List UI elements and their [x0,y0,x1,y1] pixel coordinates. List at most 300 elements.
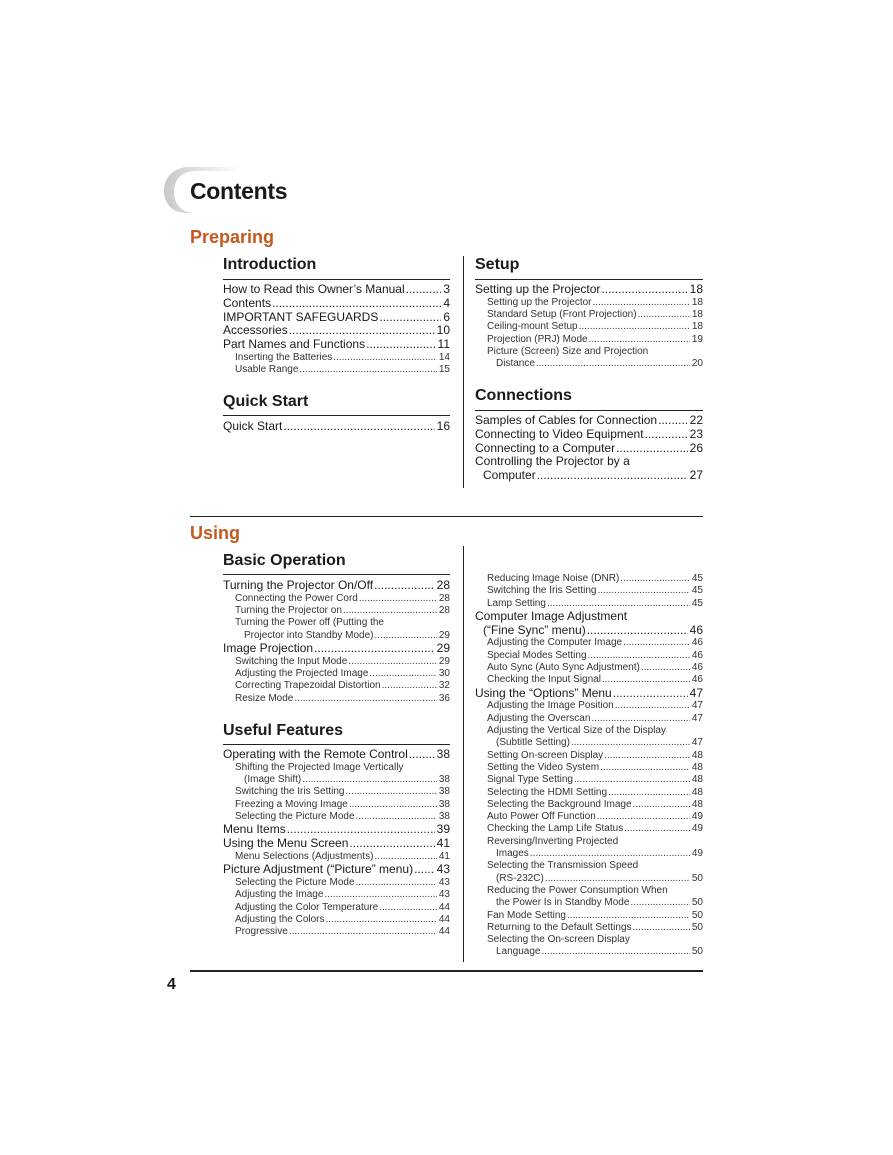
toc-entry [223,774,450,786]
toc-entry-page: 47 [691,712,703,724]
toc-entry-page: 41 [436,836,450,851]
toc-entry [223,617,450,629]
section-rule [475,279,703,280]
toc-entry-page: 45 [691,585,703,597]
section-title-basic-operation: Basic Operation [223,552,346,569]
toc-entry [223,762,450,774]
toc-entry-page: 50 [691,897,703,909]
toc-leader-dots [645,428,688,442]
toc-entry-text: Distance [496,358,535,370]
toc-entry-text: Menu Selections (Adjustments) [235,850,374,862]
toc-entry-text: Selecting the Transmission Speed [487,860,639,872]
toc-entry [223,642,450,656]
toc-entry-page: 47 [691,700,703,712]
toc-entry [223,889,450,901]
section-title-setup: Setup [475,256,520,273]
toc-leader-dots [343,605,437,617]
toc-entry-text: Turning the Projector on [235,605,342,617]
toc-entry [223,579,450,593]
toc-entry [223,668,450,680]
toc-leader-dots [379,311,441,325]
toc-leader-dots [382,680,437,692]
toc-entry [223,338,450,352]
toc-entry-text: Special Modes Setting [487,649,587,661]
toc-entry-page: 29 [436,640,450,655]
toc-leader-dots [349,799,437,811]
toc-leader-dots [641,662,690,674]
toc-entry-text: Turning the Power off (Putting the [235,617,384,629]
toc-entry [475,455,703,469]
toc-entry-text: Signal Type Setting [487,774,573,786]
toc-entry-text: Menu Items [223,822,286,837]
toc-entry-page: 43 [436,862,450,877]
toc-leader-dots [624,823,690,835]
toc-entry-page: 45 [691,597,703,609]
toc-leader-dots [545,873,690,885]
toc-entry-text: Operating with the Remote Control [223,747,408,761]
part-title-preparing: Preparing [190,227,275,247]
toc-leader-dots [589,334,690,346]
toc-entry [223,593,450,605]
toc-leader-dots [638,309,690,321]
toc-entry-text: Part Names and Functions [223,337,366,352]
toc-entry-text: Adjusting the Projected Image [235,668,369,680]
toc-entry-text: Picture (Screen) Size and Projection [487,345,649,357]
section-title-useful-features: Useful Features [223,722,344,739]
toc-entry-page: 46 [691,674,703,686]
toc-entry-page: 46 [689,622,703,637]
section-title-connections: Connections [475,387,572,404]
toc-entry-page: 18 [691,321,703,333]
toc-entry [475,309,703,321]
toc-leader-dots [379,902,437,914]
toc-entry-text: Samples of Cables for Connection [475,413,658,427]
toc-entry-text: Adjusting the Overscan [487,712,591,724]
toc-leader-dots [633,799,690,811]
toc-entry [475,713,703,725]
toc-entry-text: Setting up the Projector [475,282,601,296]
toc-entry-page: 38 [438,798,450,810]
toc-entry-text: Lamp Setting [487,597,546,609]
toc-entry-text: Checking the Lamp Life Status [487,823,624,835]
toc-entry-text: Freezing a Moving Image [235,798,348,810]
toc-entry-text: Selecting the Background Image [487,798,632,810]
toc-leader-dots [359,593,437,605]
toc-entry-page: 45 [691,573,703,584]
toc-leader-dots [369,668,436,680]
toc-entry-page: 38 [438,810,450,822]
toc-entry-text: Switching the Input Mode [235,655,348,667]
column-divider [463,256,464,488]
toc-leader-dots [409,748,435,762]
toc-entry-text: Returning to the Default Settings [487,921,632,933]
section-rule [223,744,450,745]
toc-entry-page: 46 [691,662,703,674]
toc-entry-text: Contents [223,295,272,310]
toc-entry-page: 41 [438,850,450,862]
toc-entry [475,910,703,922]
toc-entry-page: 43 [438,889,450,901]
toc-entry [475,750,703,762]
toc-entry-page: 18 [691,296,703,308]
toc-leader-dots [530,848,690,860]
toc-list-continued [475,573,703,959]
toc-entry-text: Correcting Trapezoidal Distortion [235,680,381,692]
toc-entry-text: Fan Mode Setting [487,909,566,921]
toc-leader-dots [604,750,690,762]
toc-leader-dots [630,897,689,909]
toc-entry-text: Adjusting the Image Position [487,700,614,712]
toc-leader-dots [600,762,690,774]
toc-leader-dots [597,811,690,823]
toc-leader-dots [348,656,437,668]
toc-entry-text: Computer [483,468,536,483]
toc-entry-page: 28 [438,592,450,604]
toc-entry [223,914,450,926]
toc-entry-page: 23 [689,426,703,441]
toc-entry [475,848,703,860]
toc-leader-dots [601,283,687,297]
toc-leader-dots [574,774,690,786]
toc-leader-dots [272,297,441,311]
toc-entry-page: 30 [438,668,450,680]
toc-entry-text: Progressive [235,926,288,938]
toc-entry-text: Shifting the Projected Image Vertically [235,761,404,773]
toc-entry-text: (“Fine Sync” menu) [483,622,586,637]
toc-entry [475,823,703,835]
toc-entry-text: Adjusting the Color Temperature [235,901,379,913]
toc-leader-dots [346,786,437,798]
toc-entry [475,873,703,885]
toc-entry-text: Images [496,848,529,860]
toc-leader-dots [602,674,690,686]
toc-entry-page: 6 [443,309,450,324]
toc-entry-page: 28 [438,605,450,617]
toc-entry [475,297,703,309]
toc-entry [475,573,703,585]
toc-entry [223,748,450,762]
toc-entry-page: 49 [691,811,703,823]
toc-entry-text: Adjusting the Colors [235,913,325,925]
toc-leader-dots [633,922,690,934]
toc-entry-page: 50 [691,946,703,958]
toc-entry-text: Switching the Iris Setting [487,585,597,597]
toc-entry-text: Turning the Projector On/Off [223,578,374,592]
toc-entry [475,321,703,333]
toc-leader-dots [326,914,437,926]
toc-entry-text: Selecting the Picture Mode [235,810,355,822]
toc-entry-page: 4 [443,295,450,310]
toc-entry-text: Image Projection [223,640,314,655]
toc-leader-dots [356,877,437,889]
toc-list-useful-features [223,748,450,938]
toc-entry-text: Using the “Options” Menu [475,685,612,700]
toc-entry-text: Standard Setup (Front Projection) [487,309,637,321]
toc-entry [475,624,703,638]
toc-leader-dots [287,823,435,837]
section-title-introduction: Introduction [223,256,317,273]
toc-entry [475,687,703,701]
toc-entry-page: 49 [691,823,703,835]
toc-entry-page: 46 [691,649,703,661]
toc-leader-dots [333,352,437,364]
toc-leader-dots [608,787,690,799]
toc-entry-text: Connecting to Video Equipment [475,426,644,441]
toc-list-introduction [223,283,450,377]
toc-list-basic-operation [223,579,450,705]
toc-entry [475,346,703,358]
toc-entry-page: 43 [438,876,450,888]
toc-entry-page: 18 [691,309,703,321]
toc-leader-dots [406,283,442,297]
toc-entry [223,680,450,692]
toc-leader-dots [375,630,437,642]
toc-entry-text: Quick Start [223,419,283,433]
toc-leader-dots [374,579,435,593]
toc-entry [223,877,450,889]
toc-entry-text: Connecting the Power Cord [235,592,358,604]
toc-leader-dots [294,693,437,705]
toc-leader-dots [414,863,435,877]
toc-entry-text: the Power Is in Standby Mode [496,897,630,909]
toc-leader-dots [567,910,690,922]
toc-entry [223,902,450,914]
toc-entry-page: 18 [689,282,703,296]
toc-leader-dots [537,469,688,483]
toc-leader-dots [620,573,690,585]
toc-entry [475,674,703,686]
toc-entry-page: 3 [443,282,450,296]
toc-entry-page: 15 [438,364,450,376]
toc-entry-text: Usable Range [235,364,299,376]
toc-entry-page: 44 [438,913,450,925]
toc-leader-dots [613,687,688,701]
toc-entry-text: Inserting the Batteries [235,351,333,363]
toc-entry-text: Resize Mode [235,692,294,704]
toc-entry [223,656,450,668]
toc-leader-dots [587,624,688,638]
toc-leader-dots [536,358,690,370]
toc-entry [475,610,703,624]
toc-list-quick-start [223,420,450,434]
toc-entry-text: Setting On-screen Display [487,749,604,761]
toc-entry [475,946,703,958]
toc-entry-page: 14 [438,351,450,363]
toc-entry-page: 28 [436,578,450,592]
toc-leader-dots [349,837,434,851]
toc-leader-dots [588,650,690,662]
toc-entry [475,860,703,872]
toc-entry-text: Checking the Input Signal [487,674,601,686]
toc-leader-dots [616,442,688,456]
toc-entry-text: Computer Image Adjustment [475,608,628,623]
toc-entry [475,414,703,428]
toc-entry [475,762,703,774]
toc-entry-text: Projector into Standby Mode) [244,629,374,641]
toc-entry-page: 38 [436,747,450,761]
toc-entry [475,283,703,297]
section-rule [223,415,450,416]
toc-list-setup [475,283,703,371]
toc-entry [223,837,450,851]
toc-entry [475,897,703,909]
toc-entry-page: 44 [438,901,450,913]
toc-entry-page: 47 [691,737,703,749]
footer-rule [190,970,703,972]
toc-entry [475,836,703,848]
toc-entry [475,787,703,799]
toc-entry-text: (Image Shift) [244,774,302,786]
toc-entry-page: 36 [438,692,450,704]
toc-entry-text: Controlling the Projector by a [475,454,630,469]
toc-entry [475,334,703,346]
toc-entry [223,420,450,434]
toc-entry-page: 50 [691,909,703,921]
toc-entry-text: Adjusting the Computer Image [487,637,623,649]
toc-entry [475,725,703,737]
section-rule [475,410,703,411]
toc-leader-dots [289,324,435,338]
toc-entry [475,662,703,674]
section-rule [223,574,450,575]
toc-entry-text: Selecting the On-screen Display [487,934,630,946]
toc-entry [475,922,703,934]
toc-entry-page: 49 [691,848,703,860]
toc-entry-text: Ceiling-mount Setup [487,321,578,333]
toc-entry [223,786,450,798]
toc-entry-page: 20 [691,358,703,370]
toc-leader-dots [314,642,435,656]
toc-entry-text: Adjusting the Vertical Size of the Display [487,725,666,737]
toc-leader-dots [658,414,688,428]
toc-entry [475,737,703,749]
toc-entry-page: 10 [436,323,450,338]
toc-entry [223,324,450,338]
toc-entry [475,358,703,370]
toc-leader-dots [366,338,435,352]
toc-entry-page: 22 [689,413,703,427]
toc-entry-page: 48 [691,774,703,786]
toc-entry [223,605,450,617]
toc-entry-page: 50 [691,872,703,884]
toc-entry-page: 44 [438,926,450,938]
toc-entry [223,283,450,297]
part-title-using: Using [190,523,241,543]
toc-entry-text: (RS-232C) [496,872,544,884]
toc-entry [475,811,703,823]
toc-entry-page: 16 [436,419,450,433]
page-title: Contents [190,178,288,204]
toc-entry [223,297,450,311]
toc-entry-text: Auto Sync (Auto Sync Adjustment) [487,662,640,674]
toc-entry-page: 29 [438,655,450,667]
toc-entry-page: 32 [438,680,450,692]
toc-entry [475,799,703,811]
toc-leader-dots [283,420,434,434]
toc-entry-text: Picture Adjustment (“Picture” menu) [223,862,414,877]
toc-entry-page: 27 [689,468,703,483]
column-divider [463,546,464,962]
toc-entry-page: 47 [689,685,703,700]
toc-entry-text: IMPORTANT SAFEGUARDS [223,309,379,324]
toc-entry-text: Setting up the Projector [487,296,592,308]
toc-entry-text: Switching the Iris Setting [235,786,345,798]
toc-entry-page: 26 [689,440,703,455]
toc-entry [475,774,703,786]
toc-entry-page: 46 [691,637,703,649]
toc-leader-dots [289,926,437,938]
toc-leader-dots [356,811,437,823]
toc-entry-text: (Subtitle Setting) [496,737,570,749]
toc-entry-text: How to Read this Owner’s Manual [223,282,405,296]
toc-entry [475,650,703,662]
toc-entry [475,885,703,897]
toc-entry [223,823,450,837]
toc-entry [223,364,450,376]
section-title-quick-start: Quick Start [223,393,309,410]
toc-entry-page: 38 [438,774,450,786]
toc-leader-dots [591,713,689,725]
toc-entry [475,442,703,456]
toc-entry [475,637,703,649]
toc-entry-text: Reducing Image Noise (DNR) [487,573,620,584]
toc-entry-text: Selecting the HDMI Setting [487,786,608,798]
toc-entry [475,469,703,483]
toc-entry [223,311,450,325]
toc-entry [475,934,703,946]
toc-entry [223,693,450,705]
toc-entry [475,585,703,597]
toc-entry-text: Accessories [223,323,288,338]
toc-entry [475,700,703,712]
toc-entry-page: 50 [691,921,703,933]
toc-leader-dots [598,585,690,597]
toc-entry-page: 38 [438,786,450,798]
part-rule [190,516,703,517]
toc-entry-text: Reducing the Power Consumption When [487,884,668,896]
section-rule [223,279,450,280]
toc-leader-dots [615,700,690,712]
toc-leader-dots [542,946,690,958]
toc-entry-page: 48 [691,761,703,773]
toc-entry [475,428,703,442]
toc-leader-dots [571,737,690,749]
toc-entry-page: 29 [438,629,450,641]
toc-leader-dots [324,889,436,901]
toc-entry-text: Using the Menu Screen [223,836,349,851]
toc-entry [223,799,450,811]
toc-entry-text: Setting the Video System [487,761,600,773]
toc-entry-text: Reversing/Inverting Projected [487,835,619,847]
toc-entry-text: Adjusting the Image [235,889,324,901]
toc-list-connections [475,414,703,483]
toc-entry [223,863,450,877]
toc-leader-dots [593,297,690,309]
toc-entry-page: 48 [691,749,703,761]
toc-entry-page: 48 [691,786,703,798]
toc-entry-text: Connecting to a Computer [475,440,616,455]
toc-entry-text: Projection (PRJ) Mode [487,333,588,345]
toc-leader-dots [623,637,690,649]
toc-entry [223,352,450,364]
toc-leader-dots [579,321,690,333]
toc-entry-page: 39 [436,822,450,837]
toc-entry [223,926,450,938]
toc-entry-page: 19 [691,333,703,345]
page-number: 4 [167,976,176,993]
toc-entry-page: 11 [437,337,450,352]
toc-entry-text: Auto Power Off Function [487,811,596,823]
